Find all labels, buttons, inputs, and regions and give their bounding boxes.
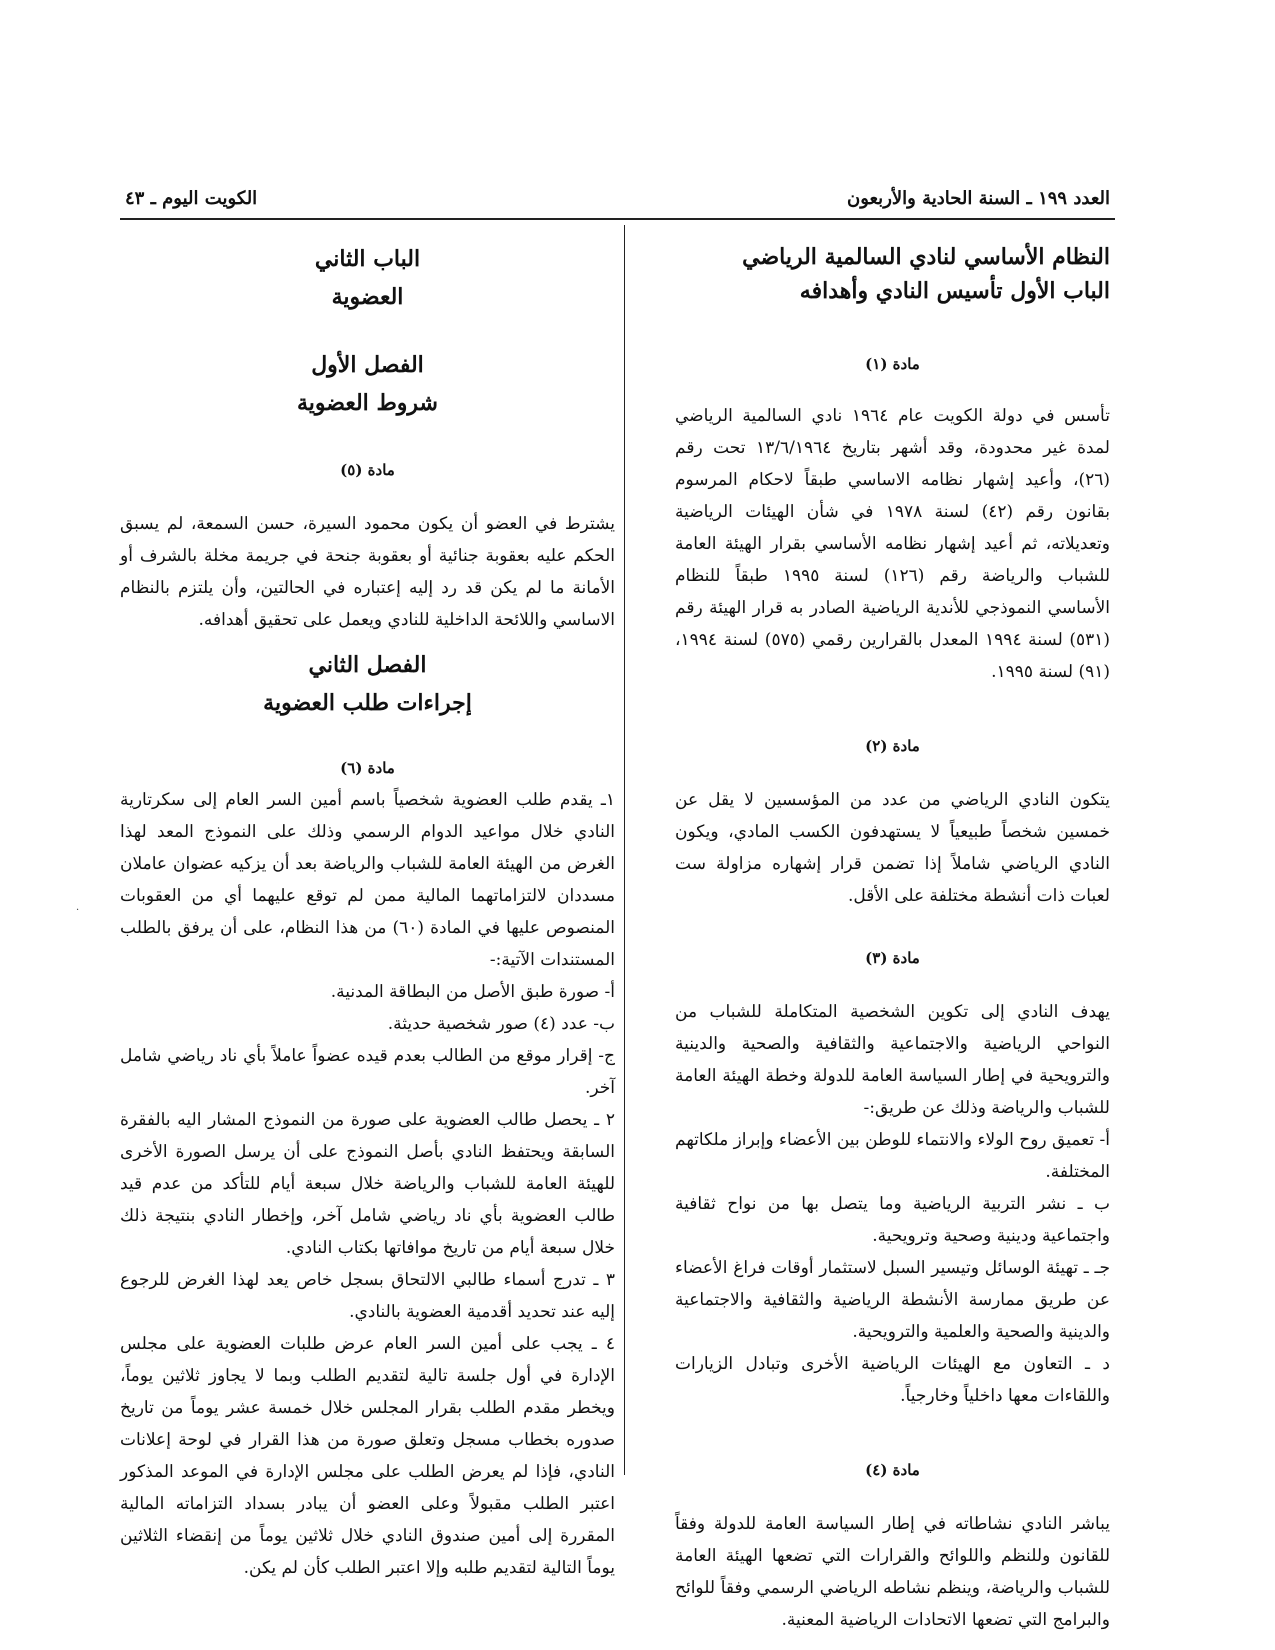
issue-header: العدد ١٩٩ ـ السنة الحادية والأربعون — [846, 188, 1110, 209]
article-3-heading: مادة (٣) — [865, 949, 920, 967]
article-6-paragraph-4: ٤ ـ يجب على أمين السر العام عرض طلبات العضوية على مجلس الإدارة في أول جلسة تالية لتقديم الطلب وبما لا يجاوز ثلاثين يوماً، ويخطر مقدم الطلب بقرار المجلس خلال خمسة عشر يوماً من تاريخ صدوره بخطاب مسجل وتعلق صورة من هذا القرار في لوحة إعلانات النادي، فإذا لم يعرض الطلب على مجلس الإدارة في الموعد المذكور اعتبر الطلب مقبولاً وعلى العضو أن يبادر بسداد التزاماته المالية المقررة إلى أمين صندوق النادي خلال ثلاثين يوماً من إنقضاء الثلاثين يوماً التالية لتقديم طلبه وإلا اعتبر الطلب كأن لم يكن. — [120, 1334, 615, 1578]
article-3-item: جـ ـ تهيئة الوسائل وتيسير السبل لاستثمار أوقات فراغ الأعضاء عن طريق ممارسة الأنشطة الرياضية والثقافية والاجتماعية والدينية والصحية والعلمية والترويحية. — [675, 1258, 1110, 1342]
article-3-item: د ـ التعاون مع الهيئات الرياضية الأخرى وتبادل الزيارات واللقاءات معها داخلياً وخارجياً. — [675, 1354, 1110, 1406]
article-1-text: تأسس في دولة الكويت عام ١٩٦٤ نادي السالمية الرياضي لمدة غير محدودة، وقد أشهر بتاريخ ١٣/٦/١٩٦٤ تحت رقم (٢٦)، وأعيد إشهار نظامه الاساسي طبقاً لاحكام المرسوم بقانون رقم (٤٢) لسنة ١٩٧٨ في شأن الهيئات الرياضية وتعديلاته، ثم أعيد إشهار نظامه الأساسي بقرار الهيئة العامة للشباب والرياضة رقم (١٢٦) لسنة ١٩٩٥ طبقاً للنظام الأساسي النموذجي للأندية الرياضية الصادر به قرار الهيئة رقم (٥٣١) لسنة ١٩٩٤ المعدل بالقرارين رقمي (٥٧٥) لسنة ١٩٩٤، (٩١) لسنة ١٩٩٥. — [675, 406, 1111, 682]
article-4-heading: مادة (٤) — [865, 1461, 920, 1479]
article-2-text: يتكون النادي الرياضي من عدد من المؤسسين لا يقل عن خمسين شخصاً طبيعياً لا يستهدفون الكسب المادي، ويكون النادي الرياضي شاملاً إذا تضمن قرار إشهاره مزاولة ست لعبات ذات أنشطة مختلفة على الأقل. — [675, 790, 1110, 906]
article-1-heading: مادة (١) — [865, 355, 920, 373]
part-one-title: الباب الأول تأسيس النادي وأهدافه — [799, 278, 1110, 304]
column-divider — [624, 225, 625, 1475]
margin-mark: · — [76, 905, 80, 916]
chapter-1-subtitle: شروط العضوية — [297, 390, 438, 416]
article-6-item: ب- عدد (٤) صور شخصية حديثة. — [387, 1014, 615, 1034]
right-column — [675, 240, 1110, 1636]
article-5-heading: مادة (٥) — [340, 461, 395, 479]
part-two-title: الباب الثاني — [314, 246, 421, 272]
article-6-item: ج- إقرار موقع من الطالب بعدم قيده عضواً عاملاً بأي ناد رياضي شامل آخر. — [120, 1046, 615, 1098]
article-6-paragraph-3: ٣ ـ تدرج أسماء طالبي الالتحاق بسجل خاص يعد لهذا الغرض للرجوع إليه عند تحديد أقدمية العضوية بالنادي. — [120, 1270, 615, 1322]
article-6-paragraph-1: ١ـ يقدم طلب العضوية شخصياً باسم أمين السر العام إلى سكرتارية النادي خلال مواعيد الدوام الرسمي وذلك على النموذج المعد لهذا الغرض من الهيئة العامة للشباب والرياضة بعد أن يزكيه عضوان عاملان مسددان لالتزاماتهما المالية ممن لم توقع عليهما أي من العقوبات المنصوص عليها في المادة (٦٠) من هذا النظام، على أن يرفق بالطلب المستندات الآتية:- — [120, 790, 615, 970]
page-header: الكويت اليوم ـ ٤٣ — [125, 188, 258, 209]
document-title: النظام الأساسي لنادي السالمية الرياضي — [742, 244, 1110, 270]
chapter-2-title: الفصل الثاني — [308, 652, 427, 678]
header-rule — [120, 218, 1115, 220]
article-6-item: أ- صورة طبق الأصل من البطاقة المدنية. — [330, 982, 615, 1002]
article-3-intro: يهدف النادي إلى تكوين الشخصية المتكاملة للشباب من النواحي الرياضية والاجتماعية والثقافية والصحية والدينية والترويحية في إطار السياسة العامة للدولة وخطة الهيئة العامة للشباب والرياضة وذلك عن طريق:- — [675, 1002, 1110, 1118]
left-column — [120, 240, 615, 1584]
part-two-subtitle: العضوية — [331, 284, 404, 310]
article-3-item: أ- تعميق روح الولاء والانتماء للوطن بين الأعضاء وإبراز ملكاتهم المختلفة. — [675, 1130, 1110, 1182]
article-2-heading: مادة (٢) — [865, 737, 920, 755]
article-3-item: ب ـ نشر التربية الرياضية وما يتصل بها من نواح ثقافية واجتماعية ودينية وصحية وترويحية. — [675, 1194, 1110, 1246]
article-5-text: يشترط في العضو أن يكون محمود السيرة، حسن السمعة، لم يسبق الحكم عليه بعقوبة جنائية أو بعقوبة جنحة في جريمة مخلة بالشرف أو الأمانة ما لم يكن قد رد إليه إعتباره في الحالتين، وأن يلتزم بالنظام الاساسي واللائحة الداخلية للنادي ويعمل على تحقيق أهدافه. — [120, 514, 615, 630]
article-4-text: يباشر النادي نشاطاته في إطار السياسة العامة للدولة وفقاً للقانون وللنظم واللوائح والقرارات التي تضعها الهيئة العامة للشباب والرياضة، وينظم نشاطه الرياضي الرسمي وفقاً للوائح والبرامج التي تضعها الاتحادات الرياضية المعنية. — [675, 1514, 1110, 1630]
chapter-1-title: الفصل الأول — [311, 352, 424, 378]
chapter-2-subtitle: إجراءات طلب العضوية — [263, 690, 472, 716]
article-6-heading: مادة (٦) — [340, 759, 395, 777]
article-6-paragraph-2: ٢ ـ يحصل طالب العضوية على صورة من النموذج المشار اليه بالفقرة السابقة ويحتفظ النادي بأصل النموذج على أن يرسل الصورة الأخرى للهيئة العامة للشباب والرياضة خلال سبعة أيام للتأكد من عدم قيد طالب العضوية بأي ناد رياضي شامل آخر، وإخطار النادي بنتيجة ذلك خلال سبعة أيام من تاريخ موافاتها بكتاب النادي. — [120, 1110, 615, 1258]
